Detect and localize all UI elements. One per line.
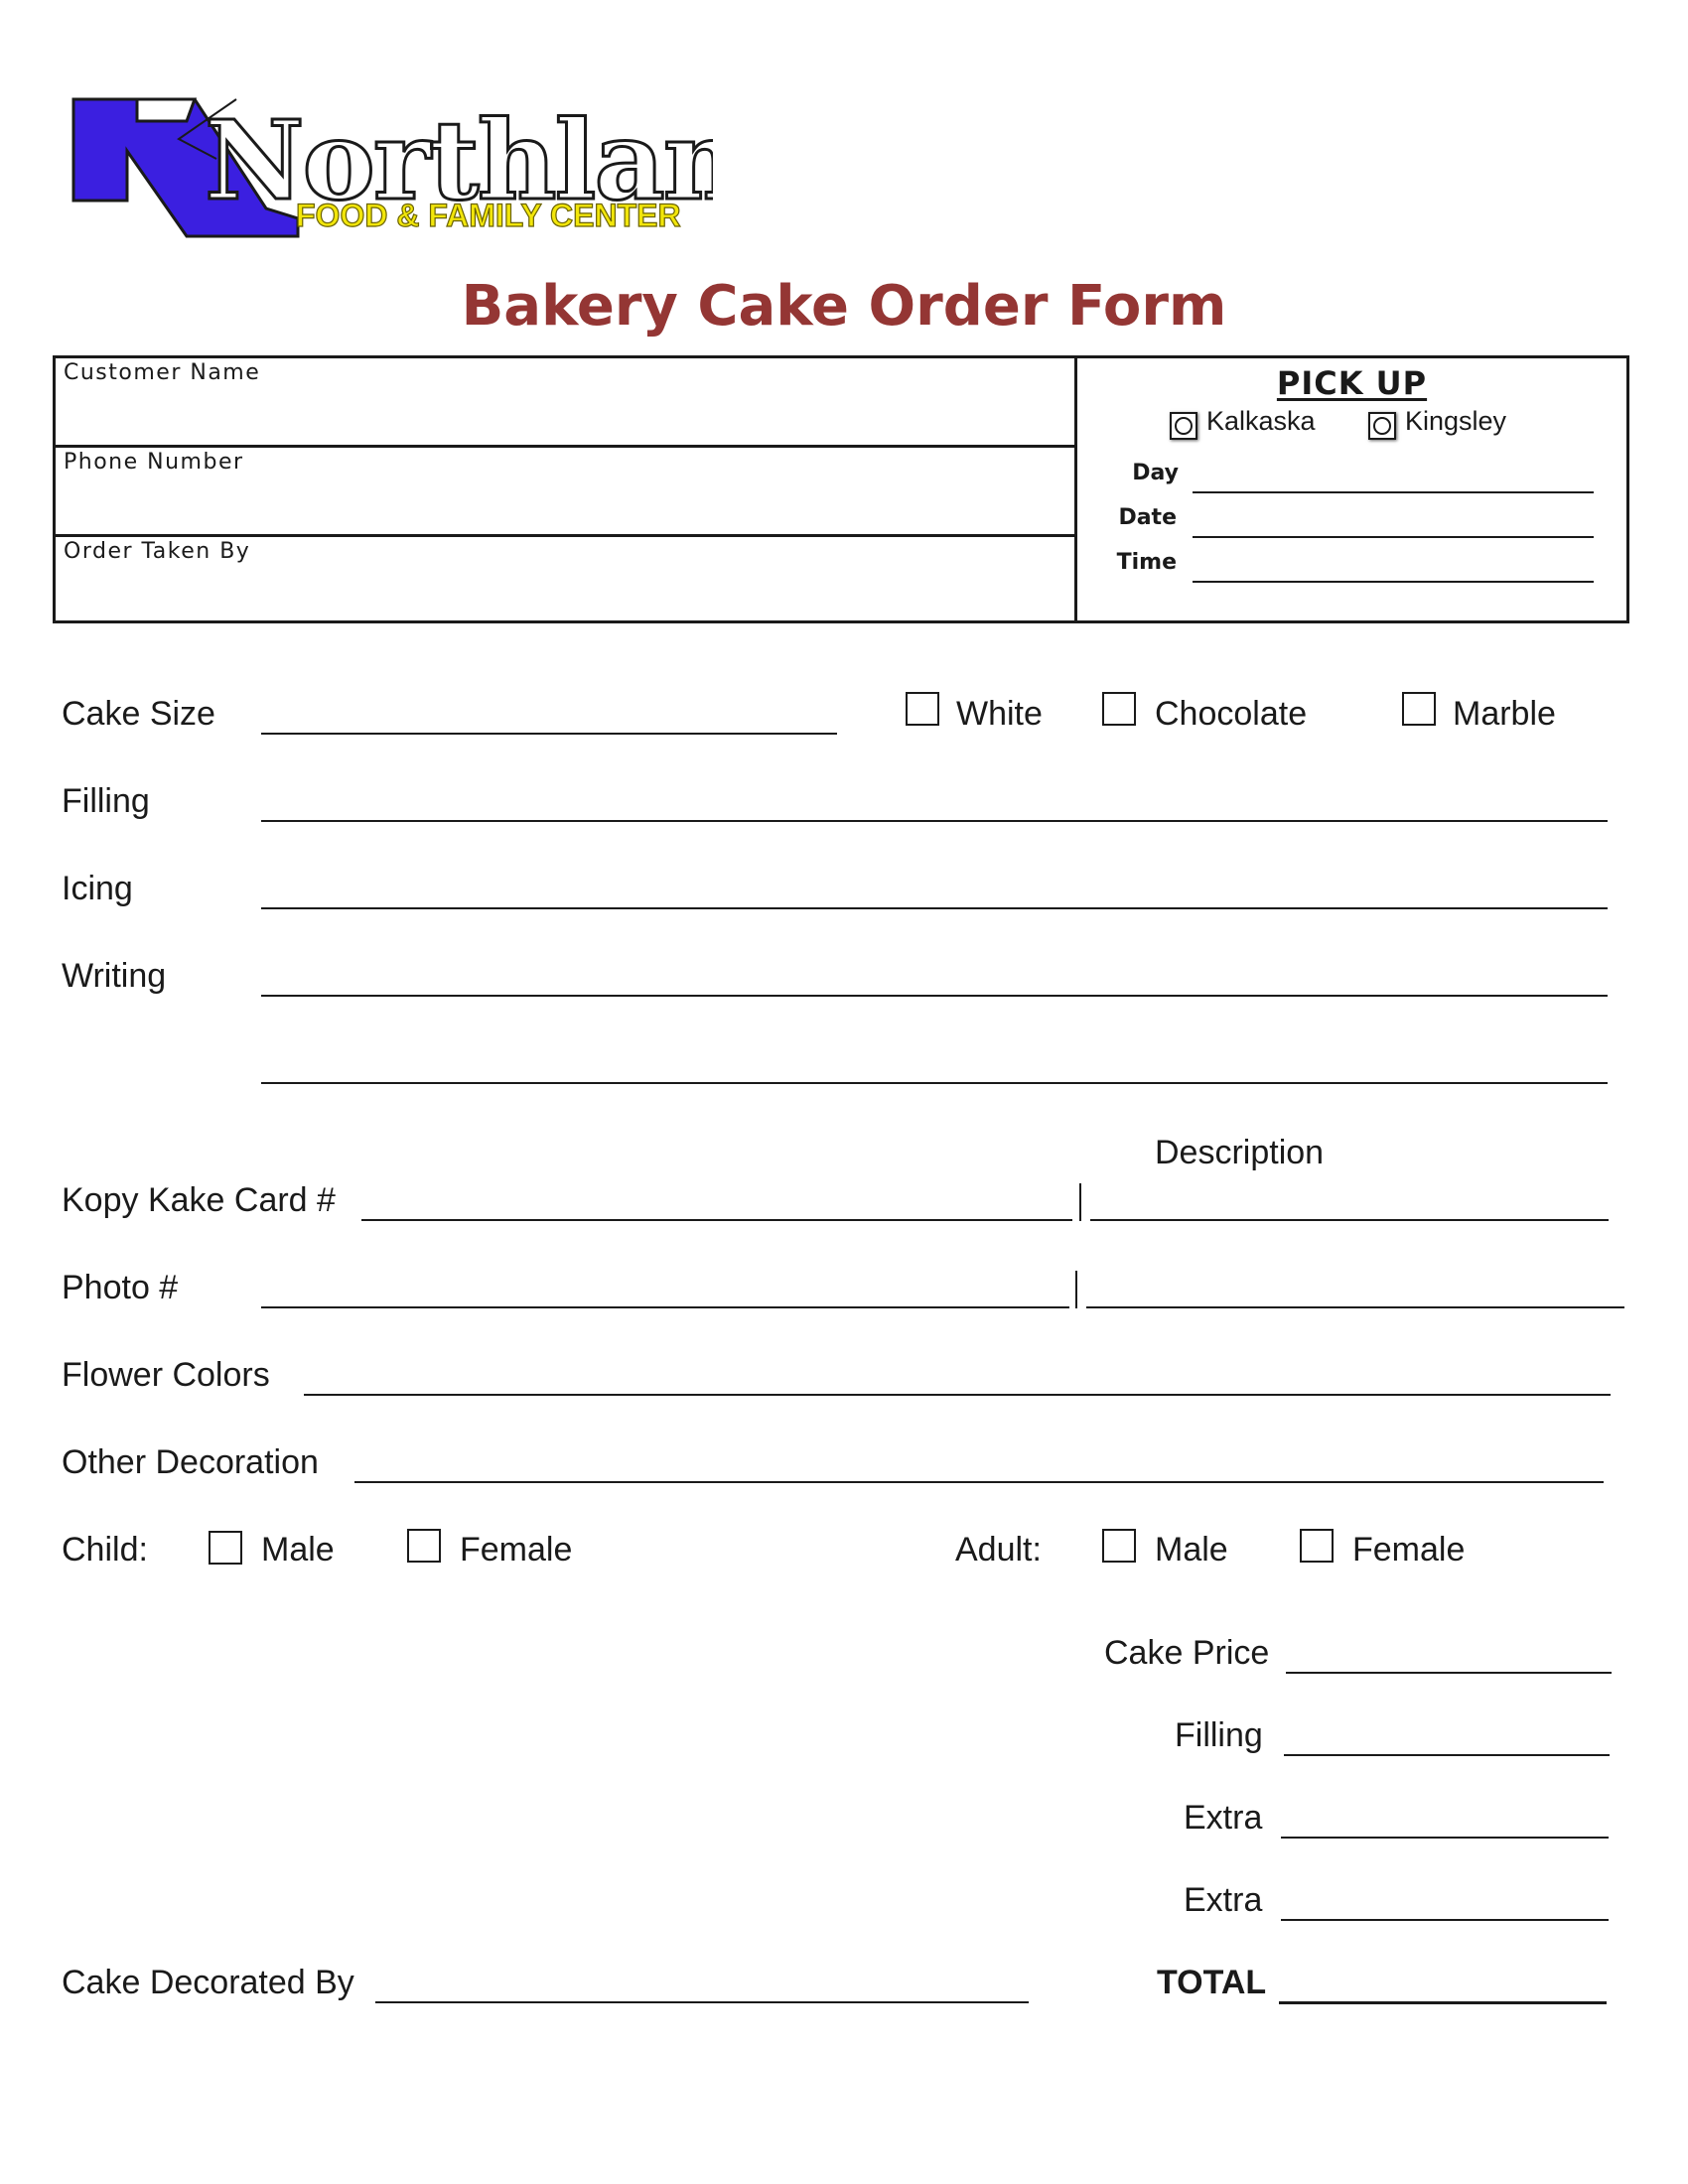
writing-label: Writing xyxy=(62,957,167,995)
photo-divider xyxy=(1075,1271,1077,1308)
cake-price-field[interactable] xyxy=(1286,1672,1612,1674)
child-female-checkbox[interactable] xyxy=(407,1529,441,1563)
child-label: Child: xyxy=(62,1531,148,1569)
order-taken-by-field[interactable] xyxy=(56,537,1074,626)
chocolate-label: Chocolate xyxy=(1155,695,1308,733)
total-field[interactable] xyxy=(1279,2001,1607,2004)
cake-price-label: Cake Price xyxy=(1104,1634,1270,1672)
customer-name-field[interactable] xyxy=(56,358,1074,448)
kopy-kake-card-field[interactable] xyxy=(361,1219,1072,1221)
cake-size-field[interactable] xyxy=(261,733,837,735)
cake-size-label: Cake Size xyxy=(62,695,215,733)
adult-female-checkbox[interactable] xyxy=(1300,1529,1334,1563)
extra-label-2: Extra xyxy=(1184,1881,1263,1919)
adult-male-checkbox[interactable] xyxy=(1102,1529,1136,1563)
kingsley-label: Kingsley xyxy=(1405,406,1507,436)
price-filling-field[interactable] xyxy=(1284,1754,1610,1756)
description-label: Description xyxy=(1155,1134,1325,1171)
pickup-title: PICK UP xyxy=(1276,364,1428,402)
total-label: TOTAL xyxy=(1157,1964,1267,2001)
marble-checkbox[interactable] xyxy=(1402,692,1436,726)
date-label: Date xyxy=(1118,505,1177,530)
kopy-kake-description-field[interactable] xyxy=(1090,1219,1609,1221)
cake-decorated-by-field[interactable] xyxy=(375,2001,1029,2003)
date-field[interactable] xyxy=(1193,536,1594,538)
northland-logo-graphic xyxy=(68,89,713,248)
writing-field-line-2[interactable] xyxy=(261,1082,1608,1084)
flower-colors-label: Flower Colors xyxy=(62,1356,270,1394)
filling-field[interactable] xyxy=(261,820,1608,822)
kalkaska-label: Kalkaska xyxy=(1206,406,1316,436)
time-label: Time xyxy=(1116,550,1177,575)
extra-field-1[interactable] xyxy=(1281,1837,1609,1839)
writing-field[interactable] xyxy=(261,995,1608,997)
white-label: White xyxy=(956,695,1043,733)
adult-label: Adult: xyxy=(955,1531,1042,1569)
header-info-box xyxy=(53,355,1629,623)
kopy-kake-card-label: Kopy Kake Card # xyxy=(62,1181,336,1219)
photo-number-label: Photo # xyxy=(62,1269,179,1306)
pickup-section xyxy=(1077,358,1626,620)
customer-info-cells xyxy=(56,358,1077,620)
time-field[interactable] xyxy=(1193,581,1594,583)
photo-number-field[interactable] xyxy=(261,1306,1069,1308)
adult-male-label: Male xyxy=(1155,1531,1228,1569)
customer-name-label: Customer Name xyxy=(64,360,261,385)
icing-field[interactable] xyxy=(261,907,1608,909)
extra-field-2[interactable] xyxy=(1281,1919,1609,1921)
kalkaska-radio[interactable] xyxy=(1170,412,1197,440)
child-female-label: Female xyxy=(460,1531,573,1569)
northland-logo xyxy=(68,89,713,248)
order-taken-by-label: Order Taken By xyxy=(64,539,251,564)
filling-label: Filling xyxy=(62,782,150,820)
other-decoration-label: Other Decoration xyxy=(62,1443,319,1481)
photo-description-field[interactable] xyxy=(1086,1306,1624,1308)
chocolate-checkbox[interactable] xyxy=(1102,692,1136,726)
icing-label: Icing xyxy=(62,870,133,907)
child-male-checkbox[interactable] xyxy=(209,1531,242,1565)
marble-label: Marble xyxy=(1453,695,1556,733)
phone-number-label: Phone Number xyxy=(64,450,244,475)
child-male-label: Male xyxy=(261,1531,335,1569)
day-label: Day xyxy=(1132,461,1179,485)
white-checkbox[interactable] xyxy=(906,692,939,726)
cake-decorated-by-label: Cake Decorated By xyxy=(62,1964,354,2001)
price-filling-label: Filling xyxy=(1175,1716,1263,1754)
day-field[interactable] xyxy=(1193,491,1594,493)
other-decoration-field[interactable] xyxy=(354,1481,1604,1483)
logo-wordmark: Northlan xyxy=(205,96,713,224)
logo-subtitle: FOOD & FAMILY CENTER xyxy=(296,198,681,233)
phone-number-field[interactable] xyxy=(56,448,1074,537)
page-title: Bakery Cake Order Form xyxy=(461,274,1227,339)
n-notch xyxy=(137,99,195,121)
extra-label-1: Extra xyxy=(1184,1799,1263,1837)
adult-female-label: Female xyxy=(1352,1531,1466,1569)
kingsley-radio[interactable] xyxy=(1368,412,1396,440)
flower-colors-field[interactable] xyxy=(304,1394,1611,1396)
kopy-kake-divider xyxy=(1079,1183,1081,1221)
